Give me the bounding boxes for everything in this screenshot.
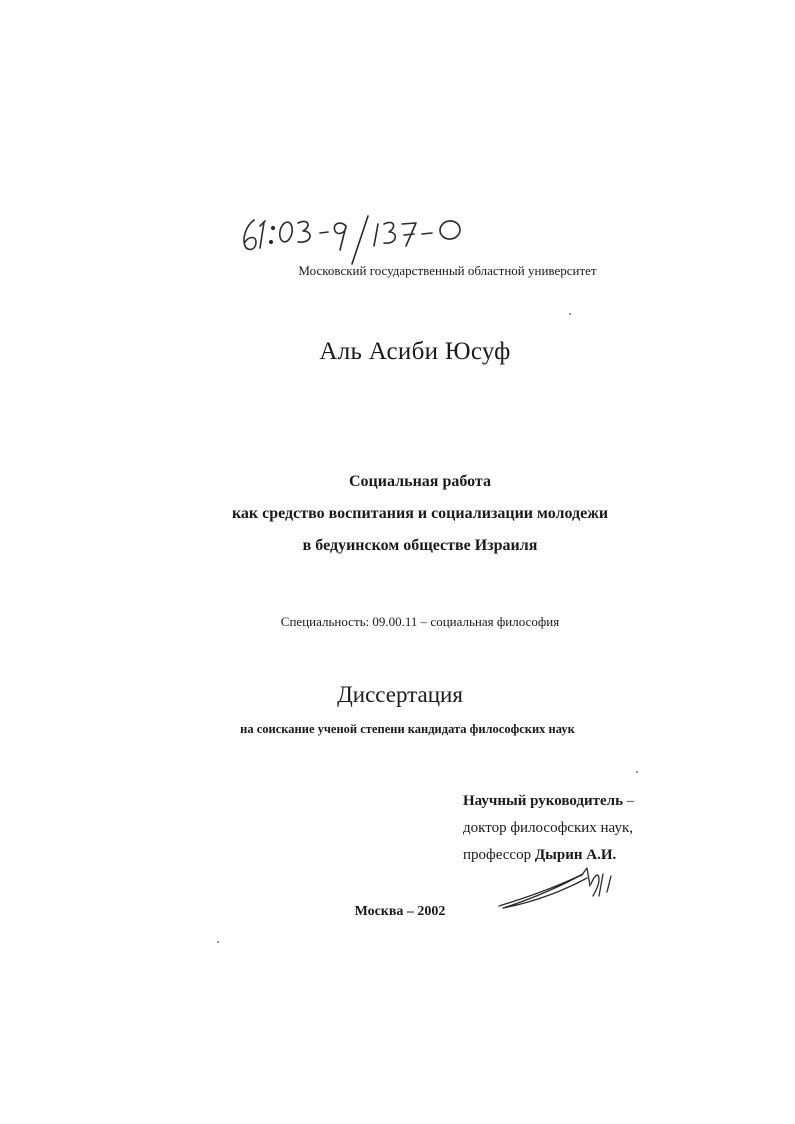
- title-line-1: Социальная работа: [349, 473, 491, 490]
- work-type: Диссертация: [337, 682, 463, 707]
- scan-speck: [569, 313, 571, 315]
- scan-speck: [217, 941, 219, 943]
- advisor-dash: –: [623, 793, 635, 809]
- advisor-name: Дырин А.И.: [534, 847, 617, 863]
- advisor-title: профессор: [463, 847, 535, 863]
- advisor-signature: [495, 862, 625, 914]
- title-line-3: в бедуинском обществе Израиля: [302, 537, 538, 554]
- advisor-label: Научный руководитель: [463, 793, 623, 809]
- advisor-label-line: [463, 788, 703, 815]
- advisor-block: [463, 788, 703, 869]
- handwritten-catalog-number: [236, 206, 486, 266]
- author-name: Аль Асиби Юсуф: [319, 338, 511, 365]
- advisor-degree: доктор философских наук,: [463, 820, 633, 836]
- degree-line: на соискание ученой степени кандидата философских наук: [240, 722, 575, 736]
- scan-speck: [636, 771, 638, 773]
- university-name: Московский государственный областной университет: [298, 263, 597, 278]
- title-line-2: как средство воспитания и социализации молодежи: [231, 505, 609, 522]
- specialty-line: Специальность: 09.00.11 – социальная философия: [280, 614, 560, 629]
- city-year: Москва – 2002: [354, 904, 446, 919]
- dissertation-title: [160, 466, 680, 562]
